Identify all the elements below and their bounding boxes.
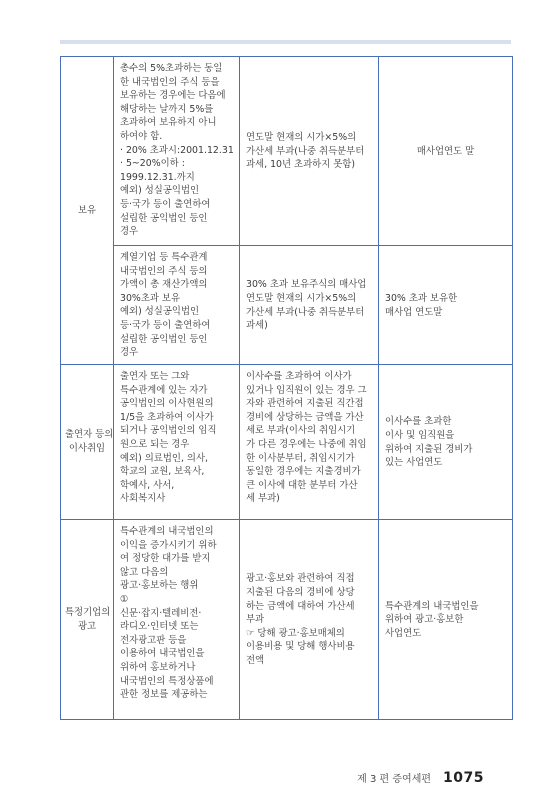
text-line: 라디오·인터넷 또는 [120,621,199,633]
text-line: 내국법인의 특정상품에 [120,675,214,687]
text-line: 가산세 부과(나중 취득분부터 [246,306,365,318]
page-footer [357,770,484,786]
text-line: 예외) 의료법인, 의사, [120,452,209,464]
category-director [61,365,114,520]
text-line: 되거나 공익법인의 임직 [120,425,217,437]
table-row [61,520,513,720]
text-line: 특수관계에 있는 자가 [120,384,208,396]
tax-cell [240,246,379,365]
text-line: 과세, 10년 초과하지 못함) [246,159,356,171]
timing-cell [379,365,513,520]
text-line: 위하여 지출된 경비가 [385,443,473,455]
text-line: 총수의 5%초과하는 동일 [120,63,223,74]
text-line: 이익을 증가시키기 위하 [120,539,217,551]
text-line: 위하여 광고·홍보한 [385,614,464,626]
text-line: 30% 초과 보유주식의 매사업 [246,279,367,291]
text-line: 않고 다음의 [120,566,169,578]
condition-cell [114,246,240,365]
text-line: 한 이사분부터, 취임시기가 [246,452,355,464]
text-line: 가 다른 경우에는 나중에 취임 [246,438,367,450]
text-line: 하여야 함. [120,130,163,142]
text-line: 큰 이사에 대한 분부터 가산 [246,479,358,491]
text-line: 경우 [120,226,139,238]
text-line: 광고 [77,620,97,632]
text-line: 등·국가 등이 출연하여 [120,319,211,331]
tax-cell [240,520,379,720]
text-line: 이사 및 임직원을 [385,429,455,441]
text-line: 예외) 성실공익법인 [120,185,200,197]
text-line: 연도말 현재의 시가×5%의 [246,292,357,304]
timing-cell [379,246,513,365]
text-line: 매사업 연도말 [385,306,443,318]
condition-cell [114,365,240,520]
text-line: 이용하여 내국법인을 [120,648,205,660]
text-line: 여 정당한 대가를 받지 [120,553,211,565]
condition-cell [114,520,240,720]
text-line: 부과 [246,614,265,626]
text-line: 학예사, 사서, [120,479,175,491]
text-line: 특수관계의 내국법인을 [385,600,479,612]
text-line: 출연자 또는 그와 [120,371,190,382]
text-line: 세로 부과(이사의 취임시기 [246,425,356,437]
public-interest-entity-table [60,56,513,720]
text-line: 30% 초과 보유한 [385,292,458,304]
text-line: 과세) [246,320,268,332]
text-line: 전자광고판 등을 [120,634,187,646]
condition-cell [114,57,240,246]
text-line: 계열기업 등 특수관계 [120,252,208,263]
text-line: 지출된 다음의 경비에 상당 [246,587,355,599]
text-line: 학교의 교원, 보육사, [120,466,205,478]
text-line: ① [120,593,129,605]
text-line: 연도말 현재의 시가×5%의 [246,132,357,144]
text-line: 이용비용 및 당해 행사비용 [246,641,355,653]
text-line: 있거나 임직원이 있는 경우 그 [246,384,367,396]
text-line: · 5~20%이하 : [120,158,185,170]
text-line: 설립한 공익법인 등인 [120,212,208,224]
table-row [61,57,513,246]
text-line: ☞ 당해 광고·홍보매체의 [246,627,345,639]
text-line: 1/5을 초과하여 이사가 [120,411,214,423]
text-line: 사회복지사 [120,493,166,505]
timing-cell [379,520,513,720]
text-line: 위하여 홍보하거나 [120,661,196,673]
text-line: 있는 사업연도 [385,457,443,469]
timing-cell [379,57,513,246]
text-line: 예외) 성실공익법인 [120,306,200,318]
chapter-label: 제 3 편 증여세편 [357,774,432,785]
text-line: 1999.12.31.까지 [120,171,195,183]
tax-cell [240,365,379,520]
text-line: 이사수를 초과한 [385,416,452,428]
text-line: 경비에 상당하는 금액을 가산 [246,411,364,423]
text-line: 관한 정보를 제공하는 [120,689,208,701]
text-line: 사업연도 [385,627,422,639]
text-line: 30%초과 보유 [120,292,181,304]
text-line: 초과하여 보유하지 아니 [120,117,217,129]
table-row [61,365,513,520]
text-line: 원으로 되는 경우 [120,438,190,450]
text-line: 한 내국법인의 주식 등을 [120,76,220,88]
page-top-rule [60,40,511,44]
text-line: 보유하는 경우에는 다음에 [120,90,226,102]
text-line: 공익법인의 이사현원의 [120,398,214,410]
text-line: 광고·홍보와 관련하여 직접 [246,573,355,585]
text-line: 이사취임 [68,443,106,454]
text-line: 가액이 총 재산가액의 [120,279,208,291]
text-line: 특정기업의 [65,606,111,618]
page-number: 1075 [443,770,484,786]
text-line: 내국법인의 주식 등의 [120,265,208,277]
text-line: 이사수를 초과하여 이사가 [246,371,352,382]
text-line: 설립한 공익법인 등인 [120,333,208,345]
text-line: 자와 관련하여 지출된 직간접 [246,398,364,410]
text-line: · 20% 초과시:2001.12.31 [120,144,234,156]
text-line: 등·국가 등이 출연하여 [120,198,211,210]
category-holding: 보유 [61,57,114,365]
text-line: 하는 금액에 대하여 가산세 [246,600,355,612]
text-line: 매사업연도 말 [416,145,475,157]
text-line: 해당하는 날까지 5%를 [120,103,214,115]
text-line: 신문·잡지·텔레비전· [120,607,202,619]
text-line: 동일한 경우에는 지출경비가 [246,466,361,478]
text-line: 광고·홍보하는 행위 [120,580,199,592]
text-line: 전액 [246,654,265,666]
text-line: 경우 [120,347,139,359]
category-advertising [61,520,114,720]
tax-cell [240,57,379,246]
text-line: 세 부과) [246,493,280,505]
text-line: 특수관계의 내국법인의 [120,526,214,537]
text-line: 가산세 부과(나중 취득분부터 [246,145,365,157]
text-line: 출연자 등의 [65,429,114,441]
table-row [61,246,513,365]
